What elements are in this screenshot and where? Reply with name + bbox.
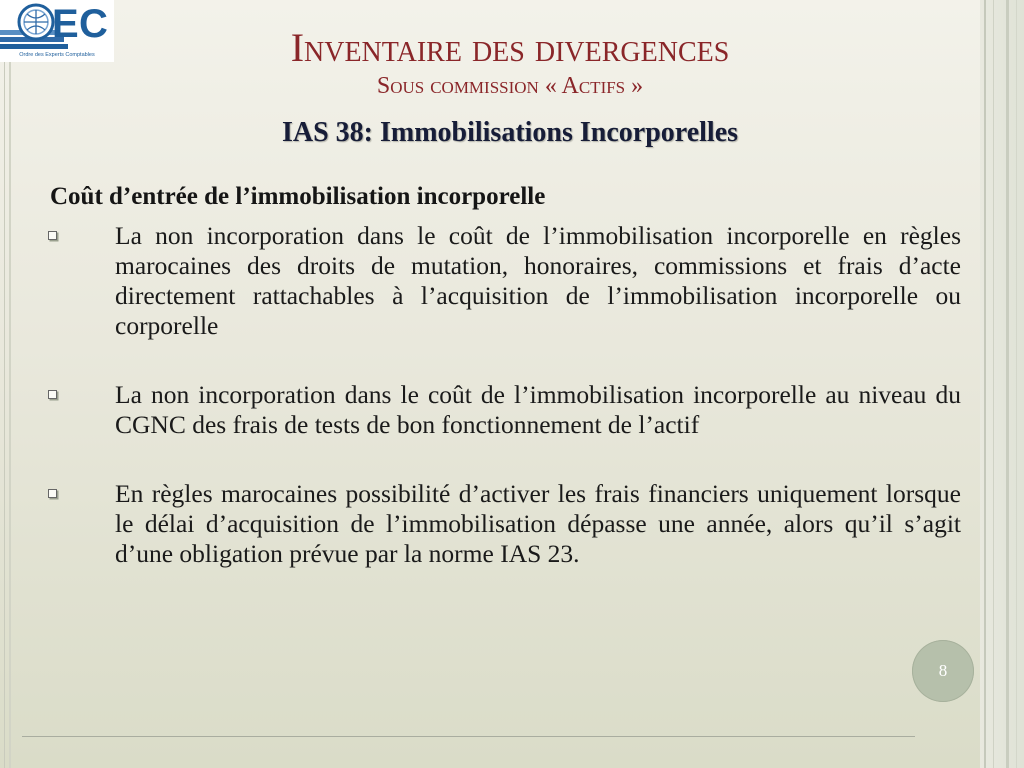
section-title: Coût d’entrée de l’immobilisation incorporelle	[50, 183, 546, 210]
square-bullet-icon	[48, 231, 57, 240]
left-border-line	[9, 0, 11, 768]
oec-logo	[0, 0, 114, 62]
right-decorative-line	[1016, 0, 1017, 768]
bullet-item	[48, 380, 961, 440]
page-number-badge: 8	[912, 640, 974, 702]
slide-subtitle: Sous commission « Actifs »	[376, 73, 644, 99]
footer-divider	[22, 736, 915, 737]
logo-caption: Ordre des Experts Comptables	[19, 52, 95, 58]
right-decorative-band	[980, 0, 1024, 768]
bullet-item	[48, 479, 961, 569]
svg-text:E: E	[52, 2, 79, 46]
right-decorative-line	[1006, 0, 1009, 768]
svg-text:C: C	[79, 2, 108, 46]
bullet-text: La non incorporation dans le coût de l’immobilisation incorporelle en règles marocaines des droits de mutation, honoraires, commissions et frais d’acte directement rattachables à l’acquisition de l’immobilisation incorporelle ou corporelle	[115, 221, 961, 340]
right-decorative-line	[993, 0, 994, 768]
square-bullet-icon	[48, 489, 57, 498]
slide-title: Inventaire des divergences	[290, 25, 730, 70]
bullet-item	[48, 221, 961, 341]
slide-heading: IAS 38: Immobilisations Incorporelles	[281, 117, 739, 148]
bullet-text: En règles marocaines possibilité d’activer les frais financiers uniquement lorsque le délai d’acquisition de l’immobilisation dépasse une année, alors qu’il s’agit d’une obligation prévue par la norme IAS 23.	[115, 479, 961, 568]
right-decorative-line	[984, 0, 986, 768]
square-bullet-icon	[48, 390, 57, 399]
left-border-line	[4, 0, 5, 768]
bullet-text: La non incorporation dans le coût de l’immobilisation incorporelle au niveau du CGNC des frais de tests de bon fonctionnement de l’actif	[115, 380, 961, 439]
